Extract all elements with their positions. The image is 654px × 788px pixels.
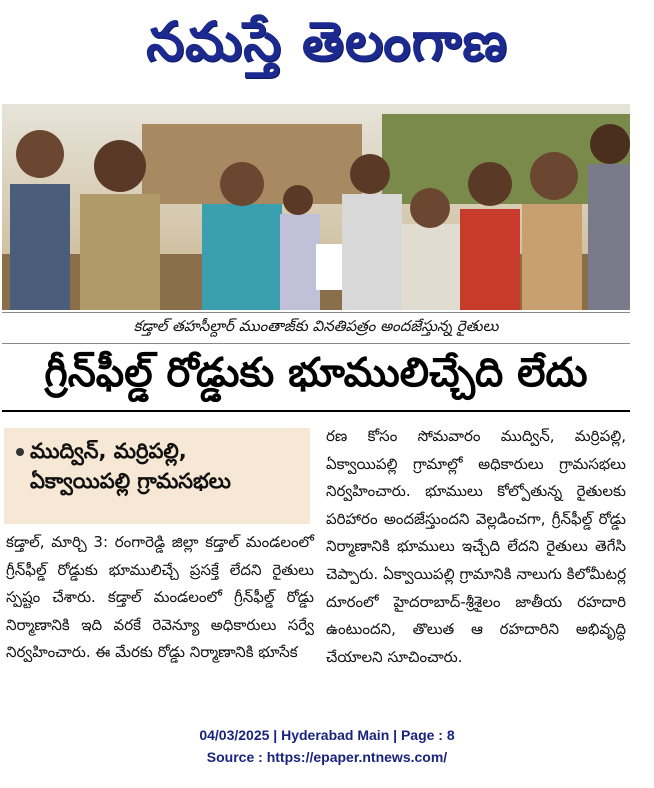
article-body-right: రణ కోసం సోమవారం ముద్విన్, మర్రిపల్లి, ఏక్వాయిపల్లి గ్రామాల్లో అధికారులు గ్రామసభలు నిర్వహించారు. భూములు కోల్పోతున్న రైతులకు పరిహారం అందజేస్తుందని వెల్లడించగా, గ్రీన్‌ఫీల్డ్ రోడ్డు నిర్మాణానికి భూములు ఇచ్చేది లేదని రైతులు తెగేసి చెప్పారు. ఏక్వాయిపల్లి గ్రామానికి నాలుగు కిలోమీటర్ల దూరంలో హైదరాబాద్-శ్రీశైలం జాతీయ రహదారి ఉంటుందని, తొలుత ఆ రహదారిని అభివృద్ధి చేయాలని సూచించారు. [326,427,626,666]
subhead-line-1: ముద్విన్, మర్రిపల్లి, [16,436,298,466]
article-headline [2,346,630,412]
masthead-title: నమస్తే తెలంగాణ [146,9,508,73]
article-column-right [326,423,626,671]
photo-caption-text: కడ్తాల్ తహసీల్దార్ ముంతాజ్‌కు వినతిపత్రం అందజేస్తున్న రైతులు [133,317,499,335]
footer-source: Source : https://epaper.ntnews.com/ [206,749,448,765]
page-footer [0,724,654,768]
article-body-left: కడ్తాల్, మార్చి 3: రంగారెడ్డి జిల్లా కడ్తాల్ మండలంలో గ్రీన్‌ఫీల్డ్ రోడ్డుకు భూములిచ్చే ప్రసక్తే లేదని రైతులు స్పష్టం చేశారు. కడ్తాల్ మండలంలో గ్రీన్‌ఫీల్డ్ రోడ్డు నిర్మాణానికి ఇది వరకే రెవెన్యూ అధికారులు సర్వే నిర్వహించారు. ఈ మేరకు రోడ్డు నిర్మాణానికి భూసేక [6,533,314,662]
footer-date-edition: 04/03/2025 | Hyderabad Main | Page : 8 [199,727,455,743]
article-column-left [6,529,314,667]
news-photo [2,104,630,310]
subhead-box [4,428,310,524]
subhead-line-2: ఏక్వాయిపల్లి గ్రామసభలు [30,469,231,494]
photo-caption [2,312,630,344]
headline-text: గ్రీన్‌ఫీల్డ్ రోడ్డుకు భూములిచ్చేది లేదు [44,350,588,396]
masthead [0,0,654,96]
